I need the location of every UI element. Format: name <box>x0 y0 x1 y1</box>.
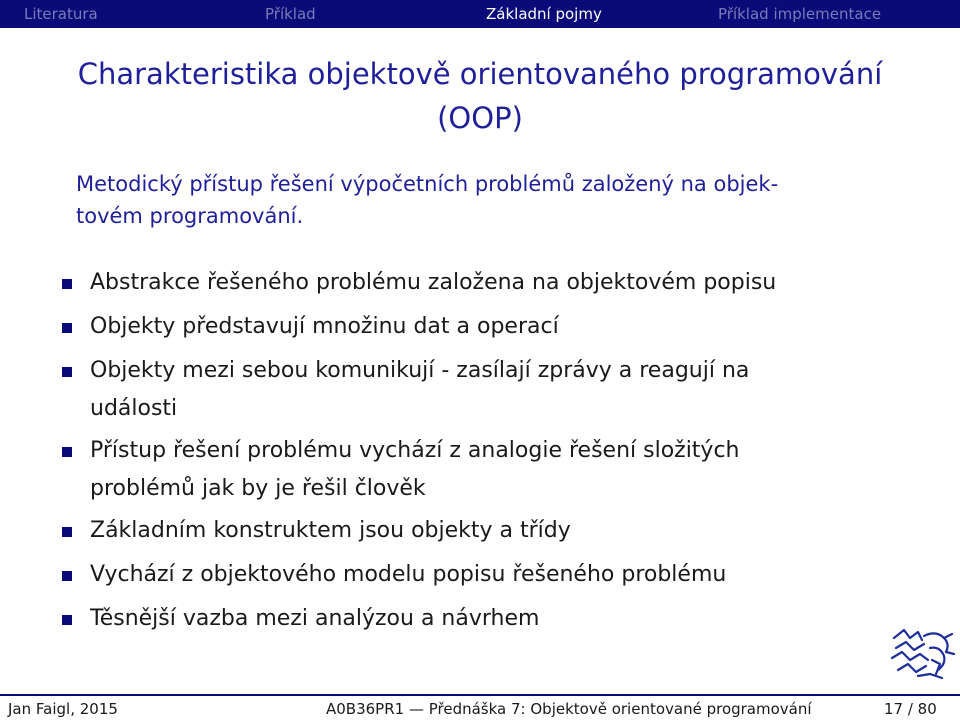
bullet-item <box>62 432 862 508</box>
bullet-item <box>62 556 862 594</box>
university-lion-logo-icon <box>888 624 956 680</box>
slide-title-line-2: (OOP) <box>437 101 523 135</box>
bullet-text-continuation: události <box>90 396 178 421</box>
top-navigation <box>0 0 960 28</box>
bullet-item <box>62 264 862 302</box>
intro-line-2: tovém programování. <box>76 204 304 228</box>
slide-footer <box>0 694 960 720</box>
bullet-text-continuation: problémů jak by je řešil člověk <box>90 476 426 501</box>
nav-item-priklad[interactable]: Příklad <box>265 5 316 23</box>
intro-line-1: Metodický přístup řešení výpočetních problémů založený na objek- <box>76 172 779 196</box>
bullet-text: Přístup řešení problému vychází z analogie řešení složitých <box>90 438 740 463</box>
footer-page-number: 17 / 80 <box>884 700 937 718</box>
bullet-text: Objekty mezi sebou komunikují - zasílají zprávy a reagují na <box>90 358 750 383</box>
bullet-text: Těsnější vazba mezi analýzou a návrhem <box>90 606 540 631</box>
intro-paragraph <box>76 168 896 232</box>
bullet-text: Objekty představují množinu dat a operací <box>90 314 559 339</box>
bullet-item <box>62 352 862 428</box>
slide-title-line-1: Charakteristika objektově orientovaného programování <box>77 57 883 91</box>
square-bullet-icon <box>62 367 72 377</box>
bullet-text: Abstrakce řešeného problému založena na objektovém popisu <box>90 270 777 295</box>
slide-title <box>0 52 960 140</box>
nav-item-priklad-implementace[interactable]: Příklad implementace <box>718 5 882 23</box>
square-bullet-icon <box>62 447 72 457</box>
bullet-text: Vychází z objektového modelu popisu řešeného problému <box>90 562 727 587</box>
footer-course: A0B36PR1 — Přednáška 7: Objektově orientované programování <box>326 700 812 718</box>
footer-author: Jan Faigl, 2015 <box>8 700 118 718</box>
bullet-item <box>62 512 862 550</box>
bullet-item <box>62 600 862 638</box>
nav-item-zakladni-pojmy[interactable]: Základní pojmy <box>486 5 602 23</box>
nav-item-literatura[interactable]: Literatura <box>24 5 98 23</box>
square-bullet-icon <box>62 527 72 537</box>
bullet-item <box>62 308 862 346</box>
square-bullet-icon <box>62 279 72 289</box>
square-bullet-icon <box>62 615 72 625</box>
square-bullet-icon <box>62 323 72 333</box>
square-bullet-icon <box>62 571 72 581</box>
bullet-text: Základním konstruktem jsou objekty a třídy <box>90 518 571 543</box>
